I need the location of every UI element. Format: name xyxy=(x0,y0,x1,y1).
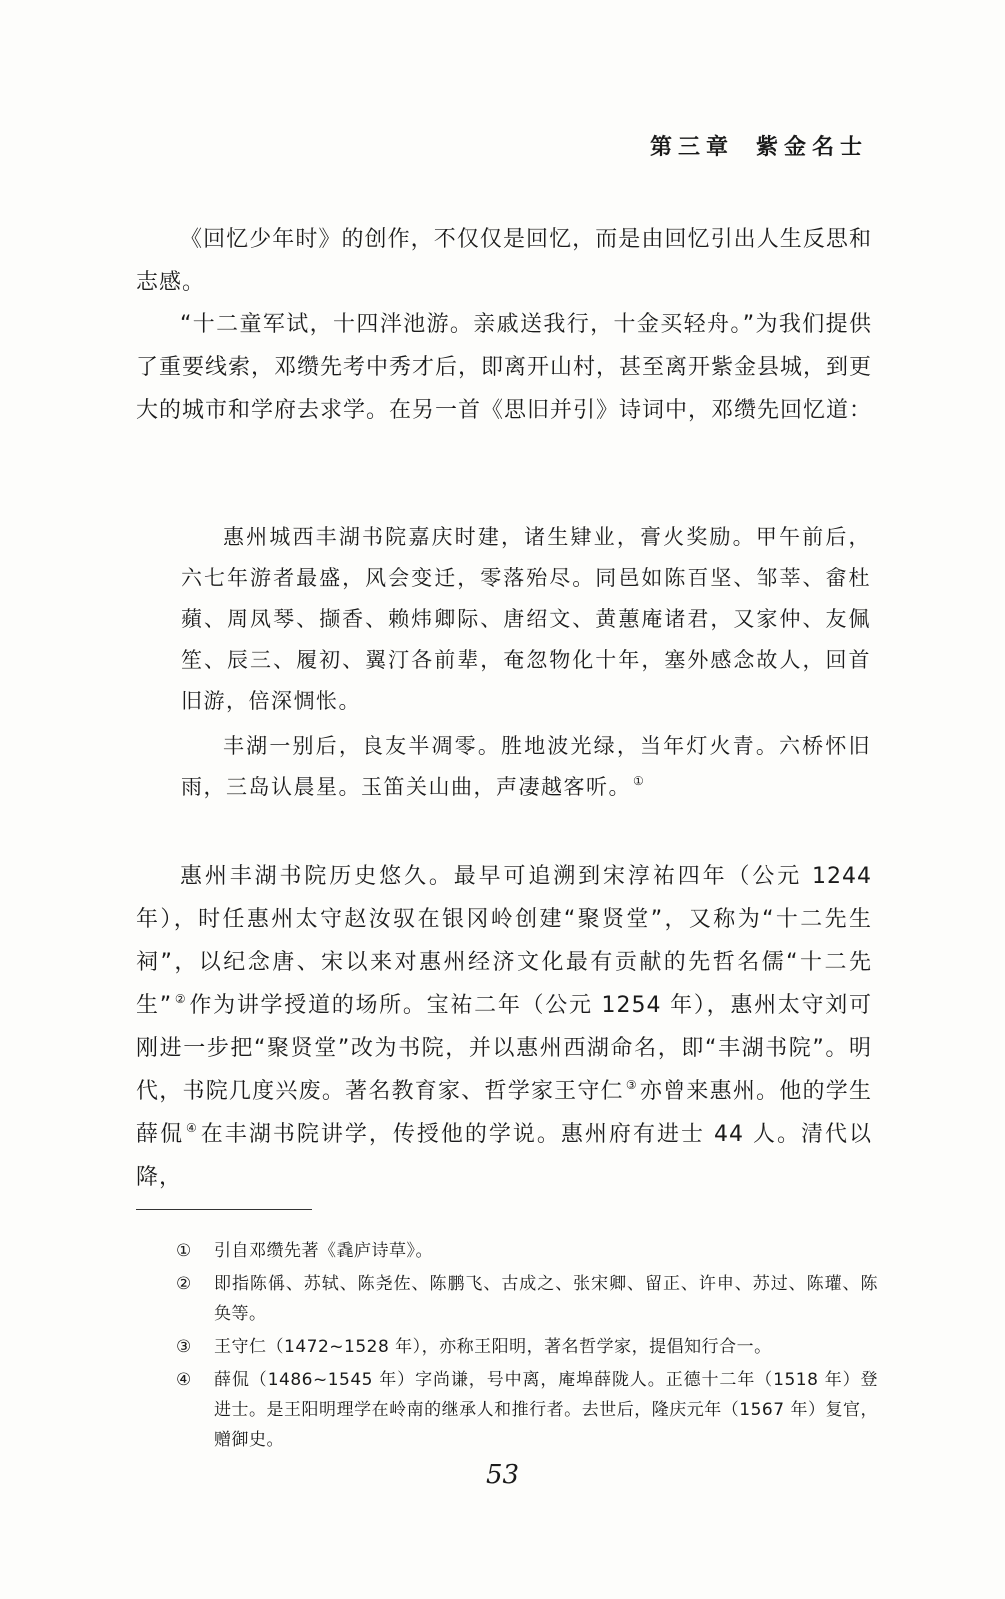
paragraph-2 xyxy=(136,303,872,432)
running-head xyxy=(560,130,868,161)
footnote-ref-1: ① xyxy=(633,774,646,788)
footnote-4 xyxy=(176,1365,878,1455)
quote-poem-text: 丰湖一别后，良友半凋零。胜地波光绿，当年灯火青。六桥怀旧雨，三岛认晨星。玉笛关山曲，声凄越客听。 xyxy=(181,734,871,799)
paragraph-3-part-3: 亦曾来惠州。他的学生薛侃 xyxy=(136,1079,872,1147)
footnote-ref-4: ④ xyxy=(186,1121,199,1135)
footnote-2 xyxy=(176,1269,878,1329)
footnote-3-mark: ③ xyxy=(176,1337,192,1357)
paragraph-3-text xyxy=(136,855,872,1199)
block-quote xyxy=(181,517,871,808)
footnote-2-text: 即指陈偁、苏轼、陈尧佐、陈鹏飞、古成之、张宋卿、留正、许申、苏过、陈瓘、陈奂等。 xyxy=(214,1274,878,1324)
footnote-1-mark: ① xyxy=(176,1241,192,1261)
footnote-3-text: 王守仁（1472~1528 年），亦称王阳明，著名哲学家，提倡知行合一。 xyxy=(214,1337,772,1357)
footnote-1 xyxy=(176,1236,878,1266)
footnote-3 xyxy=(176,1332,878,1362)
footnote-1-text: 引自邓缵先著《毳庐诗草》。 xyxy=(214,1241,433,1261)
footnote-ref-2: ② xyxy=(174,992,188,1006)
paragraph-2-text: “十二童军试，十四泮池游。亲戚送我行，十金买轻舟。”为我们提供了重要线索，邓缵先考中秀才后，即离开山村，甚至离开紫金县城，到更大的城市和学府去求学。在另一首《思旧并引》诗词中，邓缵先回忆道： xyxy=(136,312,873,423)
footnote-4-mark: ④ xyxy=(176,1370,192,1390)
footnote-2-mark: ② xyxy=(176,1274,192,1294)
footnote-ref-3: ③ xyxy=(625,1078,638,1092)
paragraph-3-part-2: 作为讲学授道的场所。宝祐二年（公元 1254 年），惠州太守刘可刚进一步把“聚贤堂”改为书院，并以惠州西湖命名，即“丰湖书院”。明代，书院几度兴废。著名教育家、哲学家王守仁 xyxy=(136,993,872,1104)
footnote-divider xyxy=(136,1209,312,1210)
quote-preface: 惠州城西丰湖书院嘉庆时建，诸生肄业，膏火奖励。甲午前后，六七年游者最盛，风会变迁，零落殆尽。同邑如陈百坚、邹莘、畲杜蘋、周凤琴、撷香、赖炜卿际、唐绍文、黄蕙庵诸君，又家仲、友佩笙、辰三、履初、翼汀各前辈，奄忽物化十年，塞外感念故人，回首旧游，倍深惆怅。 xyxy=(181,525,871,713)
quote-poem xyxy=(181,726,871,808)
paragraph-3-part-4: 在丰湖书院讲学，传授他的学说。惠州府有进士 44 人。清代以降， xyxy=(136,1122,872,1190)
chapter-number: 第三章 xyxy=(649,134,734,160)
paragraph-3-part-1: 惠州丰湖书院历史悠久。最早可追溯到宋淳祐四年（公元 1244 年），时任惠州太守赵汝驭在银冈岭创建“聚贤堂”，又称为“十二先生祠”，以纪念唐、宋以来对惠州经济文化最有贡献的先哲名儒“十二先生” xyxy=(136,864,872,1018)
paragraph-1-text: 《回忆少年时》的创作，不仅仅是回忆，而是由回忆引出人生反思和志感。 xyxy=(136,227,872,295)
footnotes xyxy=(176,1236,878,1458)
paragraph-1 xyxy=(136,218,872,304)
footnote-4-text: 薛侃（1486~1545 年）字尚谦，号中离，庵埠薛陇人。正德十二年（1518 年）登进士。是王阳明理学在岭南的继承人和推行者。去世后，隆庆元年（1567 年）复官，赠御史。 xyxy=(214,1370,878,1450)
paragraph-3 xyxy=(136,855,872,1199)
page-number: 53 xyxy=(485,1460,520,1490)
chapter-title: 紫金名士 xyxy=(755,134,868,160)
